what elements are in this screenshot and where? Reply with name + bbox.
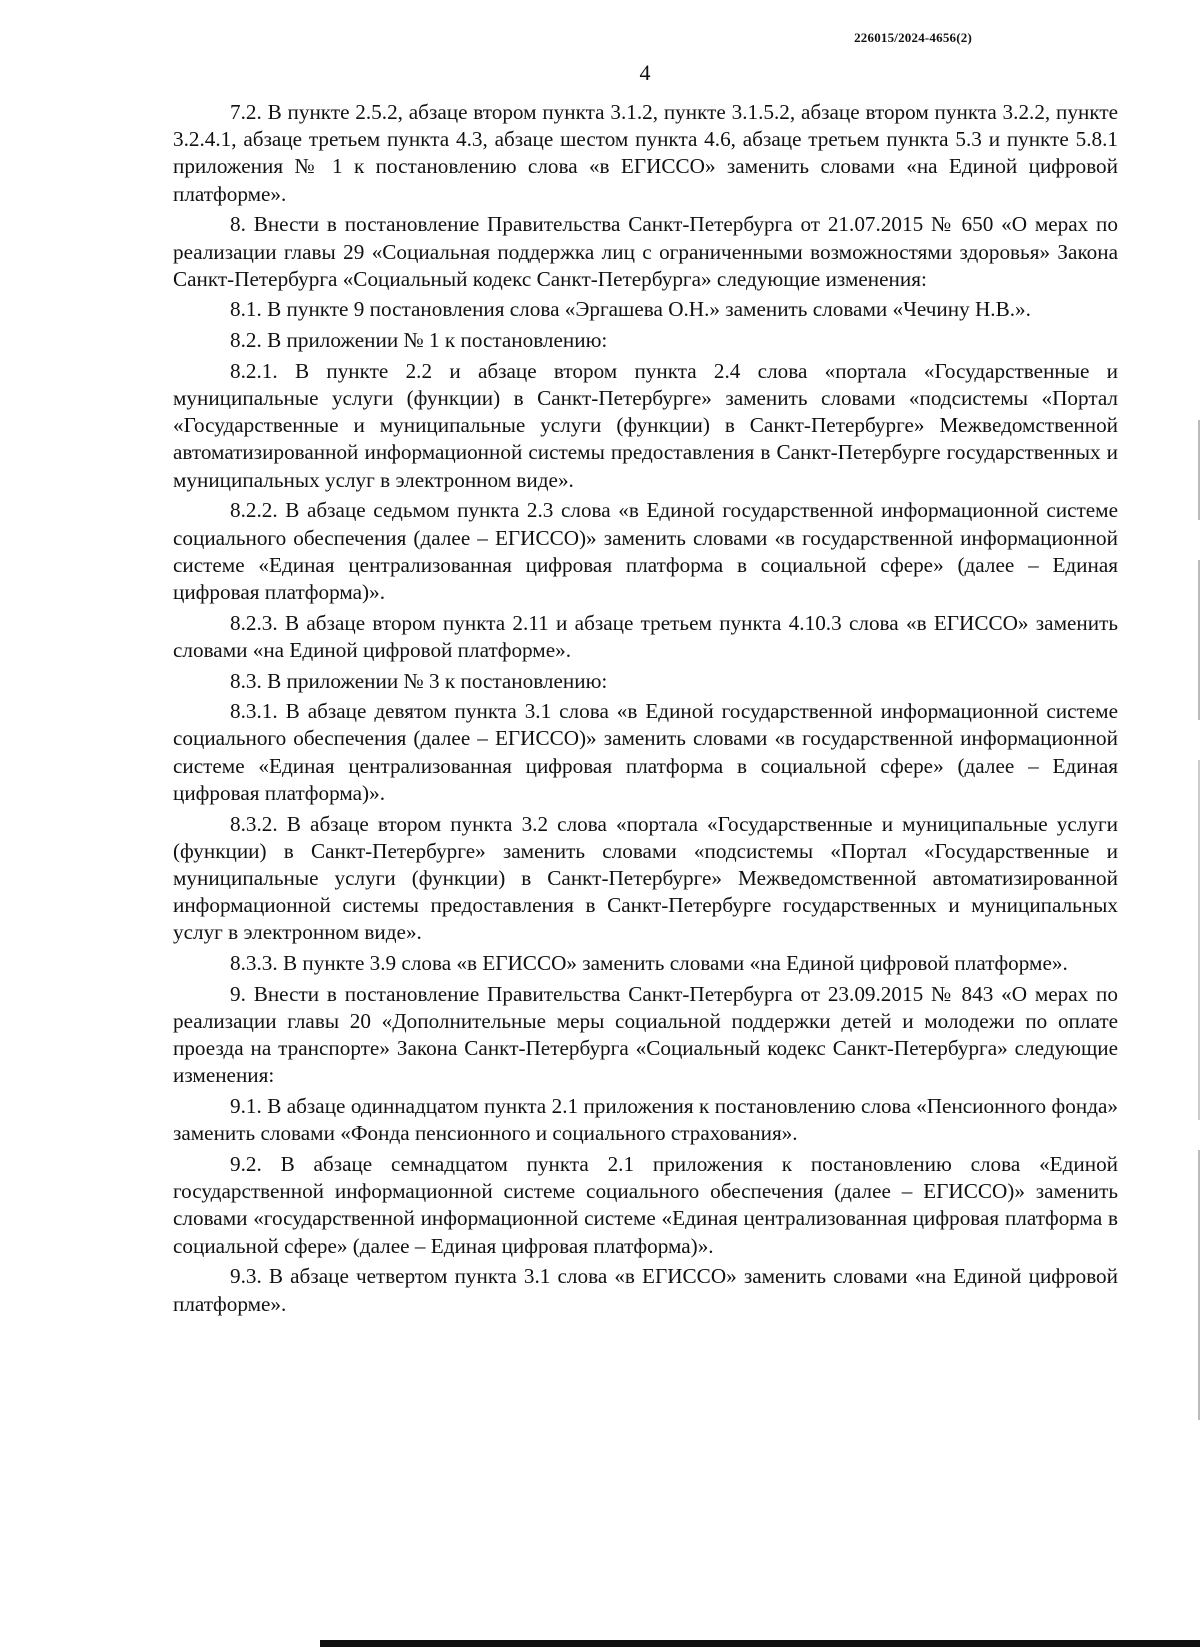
paragraph-8-2-1: 8.2.1. В пункте 2.2 и абзаце втором пункта 2.4 слова «портала «Государственные и муниципальные услуги (функции) в Санкт-Петербурге» заменить словами «подсистемы «Портал «Государственные и муниципальные услуги (функции) в Санкт-Петербурге» Межведомственной автоматизированной информационной системы предоставления в Санкт-Петербурге государственных и муниципальных услуг в электронном виде». xyxy=(173,358,1118,492)
paragraph-8-3-1: 8.3.1. В абзаце девятом пункта 3.1 слова «в Единой государственной информационной системе социального обеспечения (далее – ЕГИССО)» заменить словами «в государственной информационной системе «Единая централизованная цифровая платформа в социальной сфере» (далее – Единая цифровая платформа)». xyxy=(173,699,1118,805)
paragraph-7-2: 7.2. В пункте 2.5.2, абзаце втором пункта 3.1.2, пункте 3.1.5.2, абзаце втором пункта 3.2.2, пункте 3.2.4.1, абзаце третьем пункта 4.3, абзаце шестом пункта 4.6, абзаце третьем пункта 5.3 и пункте 5.8.1 приложения № 1 к постановлению слова «в ЕГИССО» заменить словами «на Единой цифровой платформе». xyxy=(173,100,1118,206)
paragraph-9-2: 9.2. В абзаце семнадцатом пункта 2.1 приложения к постановлению слова «Единой государственной информационной системе социального обеспечения (далее – ЕГИССО)» заменить словами «государственной информационной системе «Единая централизованная цифровая платформа в социальной сфере» (далее – Единая цифровая платформа)». xyxy=(173,1152,1118,1258)
document-body xyxy=(173,99,1118,1321)
paragraph-8-2-2: 8.2.2. В абзаце седьмом пункта 2.3 слова «в Единой государственной информационной системе социального обеспечения (далее – ЕГИССО)» заменить словами «в государственной информационной системе «Единая централизованная цифровая платформа в социальной сфере» (далее – Единая цифровая платформа)». xyxy=(173,498,1118,604)
scan-bottom-edge xyxy=(320,1640,1200,1647)
paragraph-8-2-3: 8.2.3. В абзаце втором пункта 2.11 и абзаце третьем пункта 4.10.3 слова «в ЕГИССО» заменить словами «на Единой цифровой платформе». xyxy=(173,610,1118,662)
paragraph-9-1: 9.1. В абзаце одиннадцатом пункта 2.1 приложения к постановлению слова «Пенсионного фонда» заменить словами «Фонда пенсионного и социального страхования». xyxy=(173,1094,1118,1146)
paragraph-8-1: 8.1. В пункте 9 постановления слова «Эргашева О.Н.» заменить словами «Чечину Н.В.». xyxy=(230,297,1031,322)
page-number: 4 xyxy=(639,60,651,85)
paragraph-9: 9. Внести в постановление Правительства Санкт-Петербурга от 23.09.2015 № 843 «О мерах по реализации главы 20 «Дополнительные меры социальной поддержки детей и молодежи по оплате проезда на транспорте» Закона Санкт-Петербурга «Социальный кодекс Санкт-Петербурга» следующие изменения: xyxy=(173,981,1118,1088)
paragraph-9-3: 9.3. В абзаце четвертом пункта 3.1 слова «в ЕГИССО» заменить словами «на Единой цифровой платформе». xyxy=(173,1264,1118,1316)
paragraph-8-3-3: 8.3.3. В пункте 3.9 слова «в ЕГИССО» заменить словами «на Единой цифровой платформе». xyxy=(230,951,1068,976)
document-code: 226015/2024-4656(2) xyxy=(854,30,972,45)
paragraph-8: 8. Внести в постановление Правительства Санкт-Петербурга от 21.07.2015 № 650 «О мерах по реализации главы 29 «Социальная поддержка лиц с ограниченными возможностями здоровья» Закона Санкт-Петербурга «Социальный кодекс Санкт-Петербурга» следующие изменения: xyxy=(173,212,1118,291)
paragraph-8-2: 8.2. В приложении № 1 к постановлению: xyxy=(230,328,608,353)
paragraph-8-3: 8.3. В приложении № 3 к постановлению: xyxy=(230,668,608,693)
paragraph-8-3-2: 8.3.2. В абзаце втором пункта 3.2 слова «портала «Государственные и муниципальные услуги (функции) в Санкт-Петербурге» заменить словами «подсистемы «Портал «Государственные и муниципальные услуги (функции) в Санкт-Петербурге» Межведомственной автоматизированной информационной системы предоставления в Санкт-Петербурге государственных и муниципальных услуг в электронном виде». xyxy=(173,811,1118,945)
